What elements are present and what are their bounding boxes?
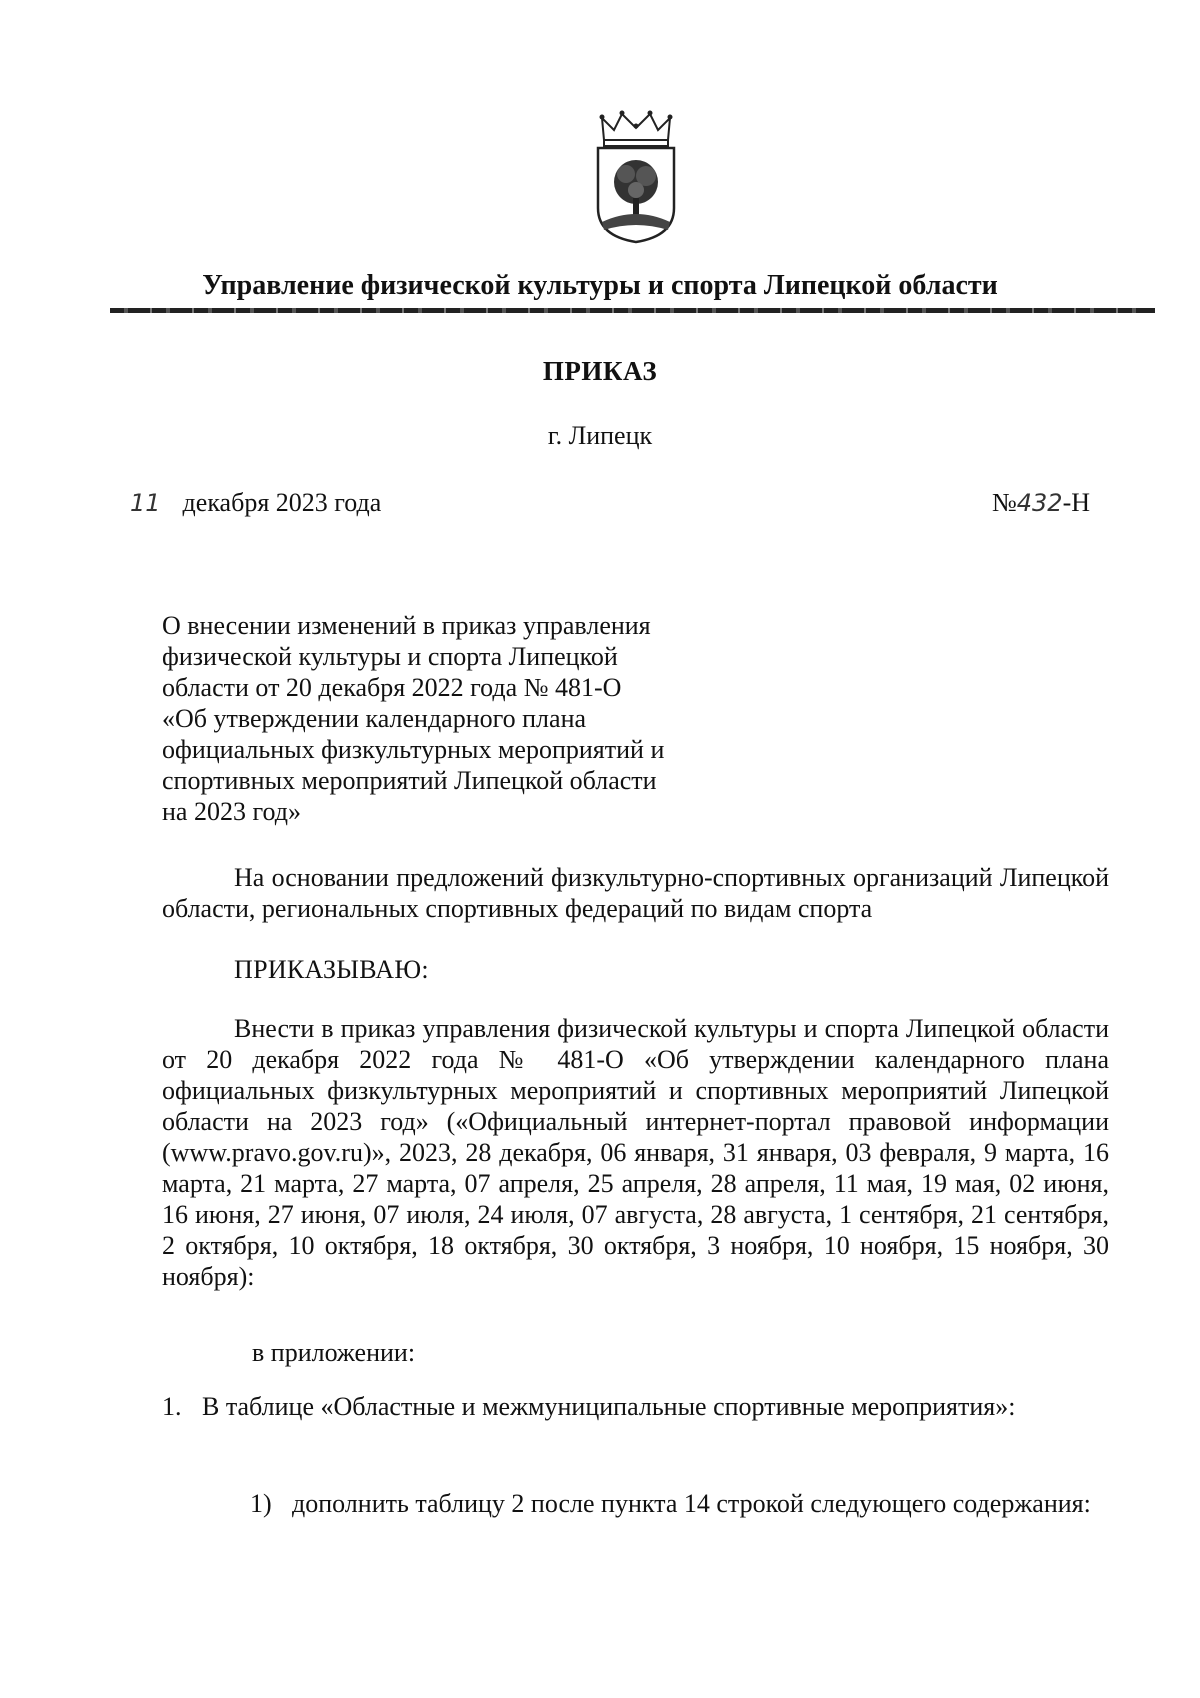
subject-line: «Об утверждении календарного плана xyxy=(162,704,587,733)
document-type: ПРИКАЗ xyxy=(542,356,658,386)
basis-paragraph: На основании предложений физкультурно-спортивных организаций Липецкой области, региональных спортивных федераций по видам спорта xyxy=(162,863,1109,923)
document-city: г. Липецк xyxy=(547,421,653,450)
amendment-paragraph: Внести в приказ управления физической культуры и спорта Липецкой области от 20 декабря 2022 года № 481-О «Об утверждении календарного плана официальных физкультурных мероприятий и спортивных мероприятий Липецкой области на 2023 год» («Официальный интернет-портал правовой информации (www.pravo.gov.ru)», 2023, 28 декабря, 06 января, 31 января, 03 февраля, 9 марта, 16 марта, 21 марта, 27 марта, 07 апреля, 25 апреля, 28 апреля, 11 мая, 19 мая, 02 июня, 16 июня, 27 июня, 07 июля, 24 июля, 07 августа, 28 августа, 1 сентября, 21 сентября, 2 октября, 10 октября, 18 октября, 30 октября, 3 ноября, 10 ноября, 15 ноября, 30 ноября): xyxy=(162,1014,1109,1291)
document-date xyxy=(130,488,381,518)
coat-of-arms-icon xyxy=(590,110,682,245)
list-item-text: В таблице «Областные и межмуниципальные спортивные мероприятия»: xyxy=(202,1392,1016,1421)
header-divider xyxy=(110,308,1155,313)
list-item-number: 1. xyxy=(162,1392,182,1421)
order-word: ПРИКАЗЫВАЮ: xyxy=(234,955,429,984)
handwritten-day: 11 xyxy=(130,489,161,517)
handwritten-number: 432 xyxy=(1016,489,1063,517)
number-sign: № xyxy=(991,488,1017,517)
document-subject xyxy=(162,610,762,827)
subject-line: официальных физкультурных мероприятий и xyxy=(162,735,665,764)
annex-label: в приложении: xyxy=(252,1338,416,1367)
number-suffix: -Н xyxy=(1062,488,1090,517)
document-number xyxy=(992,488,1090,518)
subject-line: спортивных мероприятий Липецкой области xyxy=(162,766,657,795)
sub-item-text: дополнить таблицу 2 после пункта 14 строкой следующего содержания: xyxy=(292,1489,1091,1518)
subject-line: области от 20 декабря 2022 года № 481-О xyxy=(162,673,622,702)
subject-line: физической культуры и спорта Липецкой xyxy=(162,642,618,671)
subject-line: О внесении изменений в приказ управления xyxy=(162,611,651,640)
list-item-1 xyxy=(162,1392,1015,1422)
sub-item-number: 1) xyxy=(250,1489,272,1518)
organization-title: Управление физической культуры и спорта Липецкой области xyxy=(202,270,998,301)
sub-item-1 xyxy=(250,1488,1110,1519)
subject-line: на 2023 год» xyxy=(162,797,301,826)
date-month-year: декабря 2023 года xyxy=(182,488,382,517)
